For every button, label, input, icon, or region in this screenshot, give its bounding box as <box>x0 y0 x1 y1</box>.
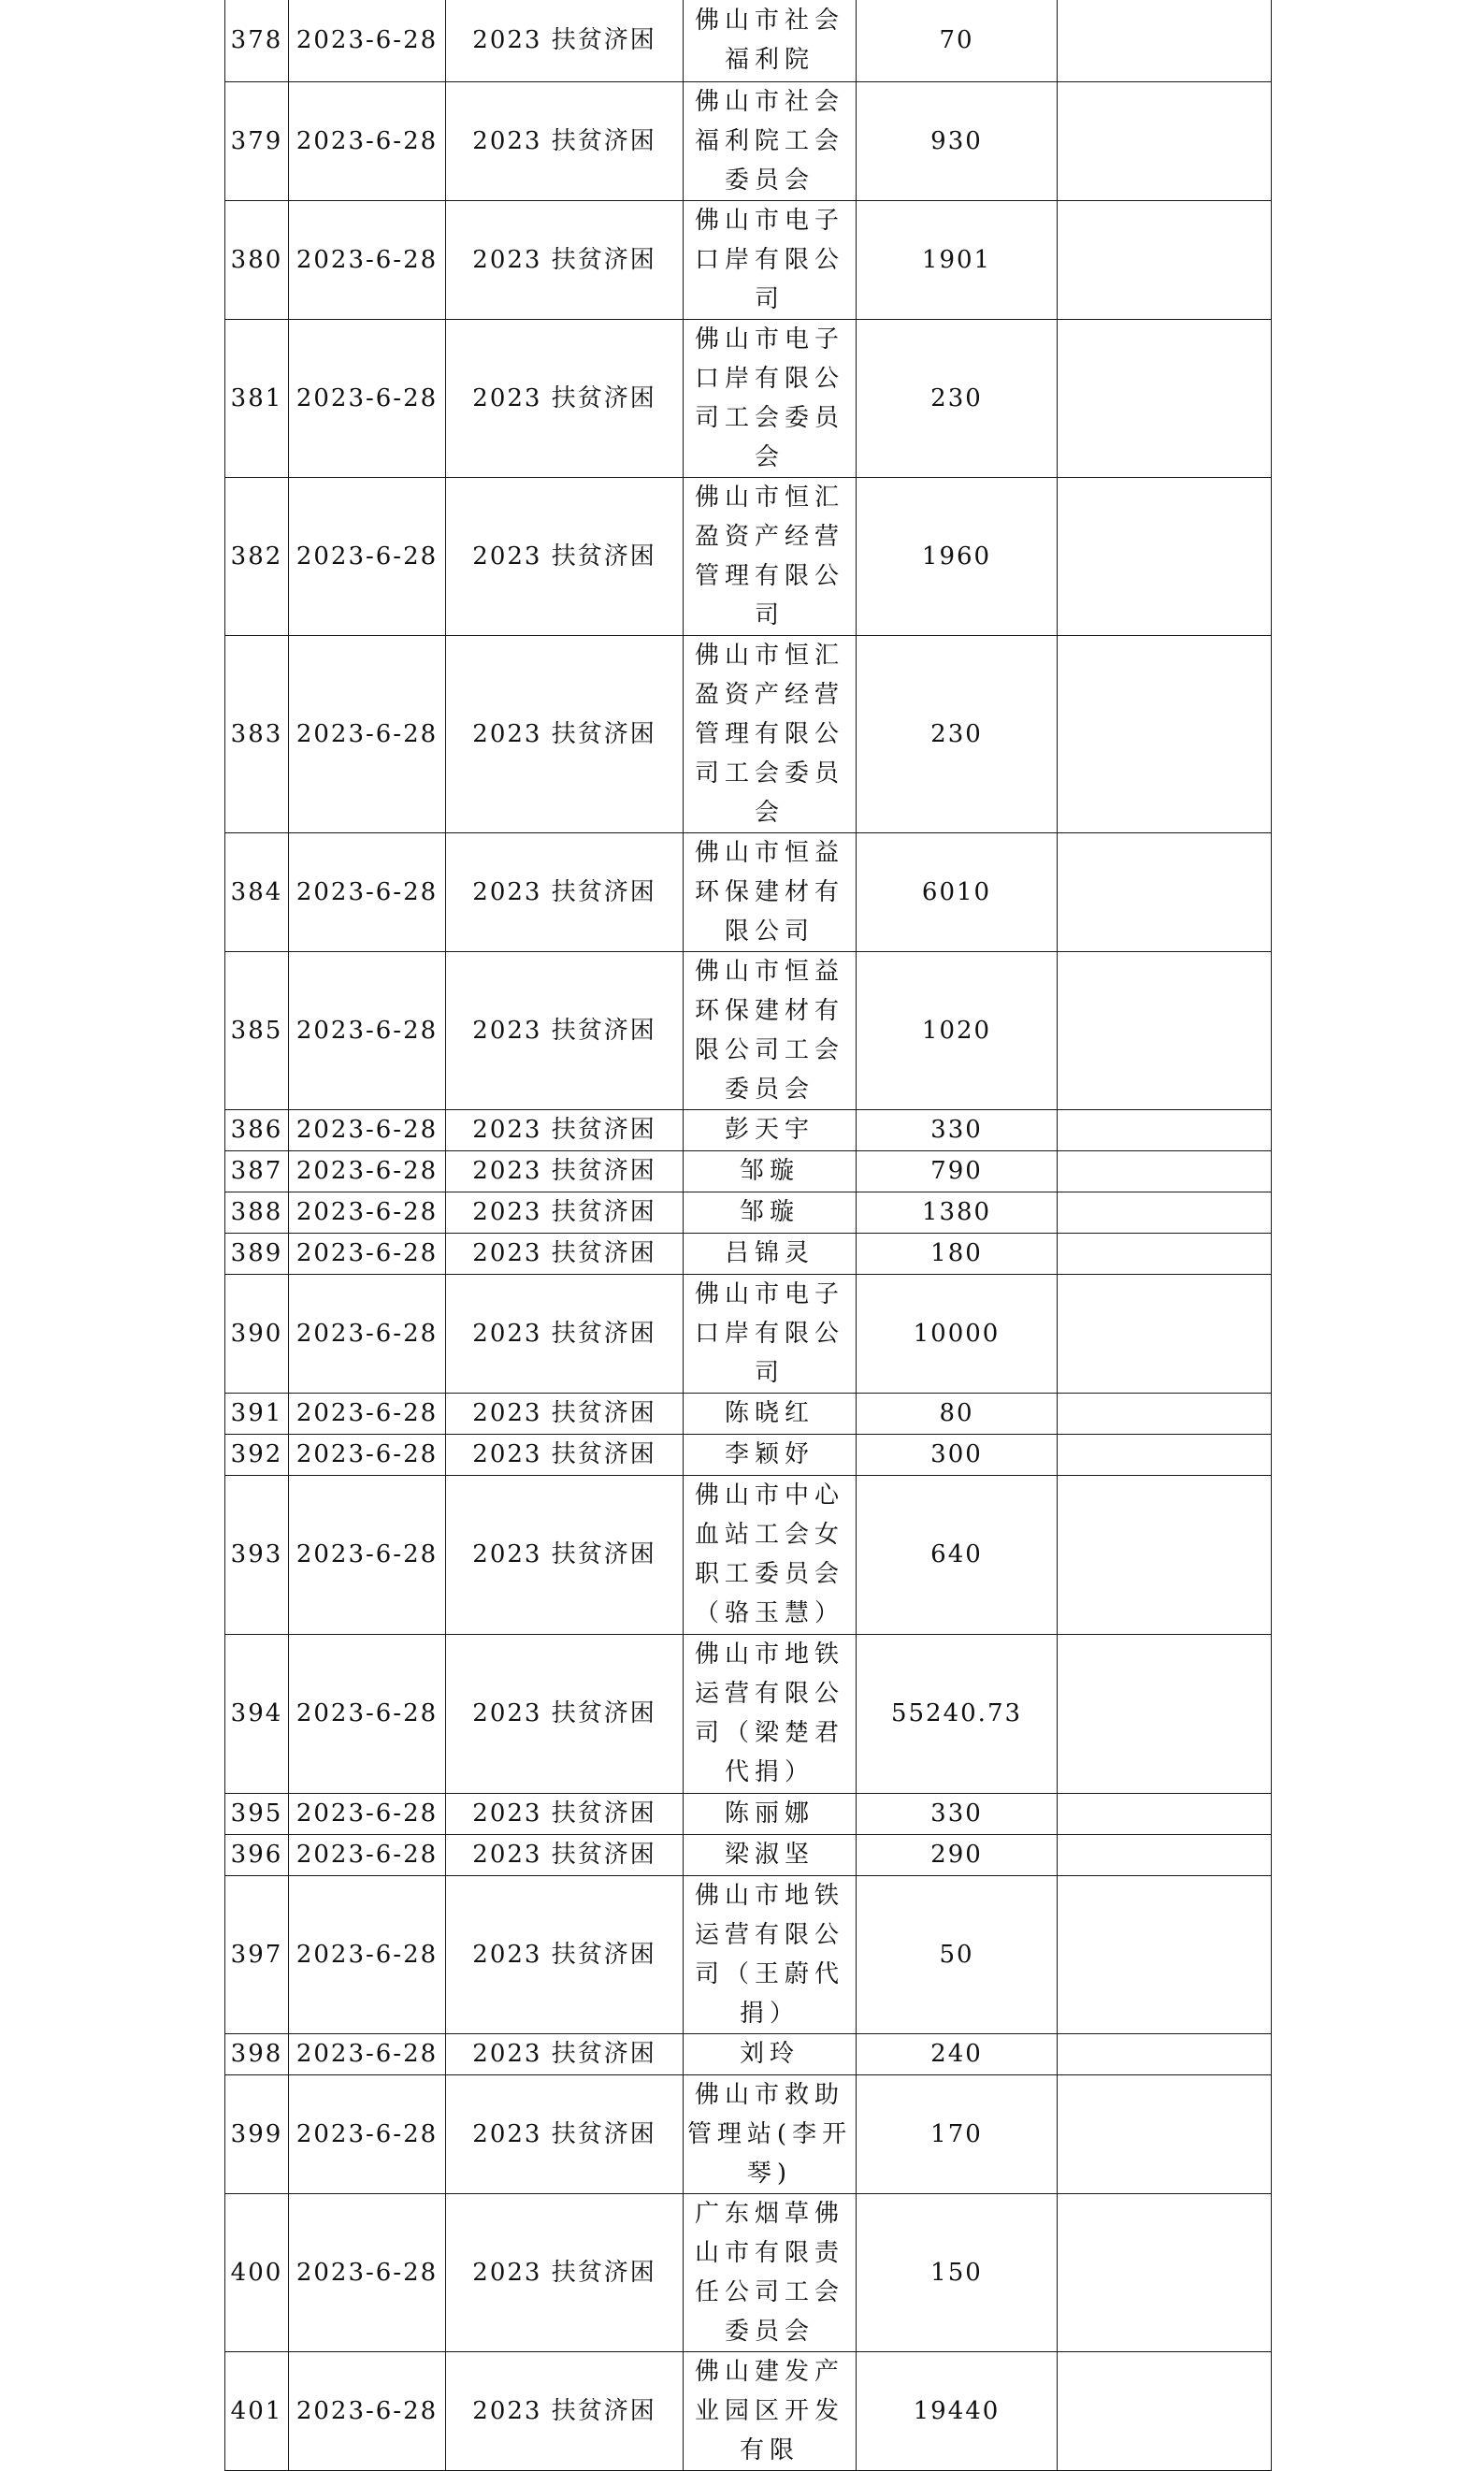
donation-date: 2023-6-28 <box>289 2193 446 2351</box>
remark-cell <box>1058 1150 1272 1192</box>
donor-name: 佛山市地铁运营有限公司（王蔚代捐） <box>684 1875 857 2033</box>
row-number: 388 <box>225 1192 289 1233</box>
project-name: 2023 扶贫济困 <box>446 1834 684 1875</box>
donation-amount: 80 <box>857 1393 1058 1434</box>
project-name: 2023 扶贫济困 <box>446 832 684 951</box>
donation-date: 2023-6-28 <box>289 1150 446 1192</box>
row-number: 392 <box>225 1434 289 1475</box>
table-row <box>225 1192 1272 1233</box>
row-number: 384 <box>225 832 289 951</box>
project-name: 2023 扶贫济困 <box>446 2074 684 2193</box>
donation-date: 2023-6-28 <box>289 2033 446 2074</box>
remark-cell <box>1058 635 1272 832</box>
donor-name: 彭天宇 <box>684 1109 857 1150</box>
donation-date: 2023-6-28 <box>289 635 446 832</box>
project-name: 2023 扶贫济困 <box>446 1475 684 1634</box>
row-number: 386 <box>225 1109 289 1150</box>
donation-date: 2023-6-28 <box>289 1634 446 1793</box>
donation-date: 2023-6-28 <box>289 1109 446 1150</box>
donation-amount: 1960 <box>857 477 1058 635</box>
donation-amount: 70 <box>857 0 1058 81</box>
remark-cell <box>1058 1274 1272 1393</box>
donation-amount: 300 <box>857 1434 1058 1475</box>
donation-amount: 1901 <box>857 200 1058 319</box>
donation-date: 2023-6-28 <box>289 1475 446 1634</box>
donation-table <box>224 0 1272 2471</box>
remark-cell <box>1058 200 1272 319</box>
row-number: 393 <box>225 1475 289 1634</box>
donation-date: 2023-6-28 <box>289 1875 446 2033</box>
row-number: 382 <box>225 477 289 635</box>
table-row <box>225 1875 1272 2033</box>
donation-date: 2023-6-28 <box>289 1434 446 1475</box>
donor-name: 佛山市电子口岸有限公司 <box>684 1274 857 1393</box>
donor-name: 吕锦灵 <box>684 1233 857 1274</box>
remark-cell <box>1058 477 1272 635</box>
table-row <box>225 1434 1272 1475</box>
donation-amount: 55240.73 <box>857 1634 1058 1793</box>
donation-date: 2023-6-28 <box>289 81 446 200</box>
project-name: 2023 扶贫济困 <box>446 477 684 635</box>
donation-date: 2023-6-28 <box>289 832 446 951</box>
project-name: 2023 扶贫济困 <box>446 319 684 477</box>
donation-amount: 640 <box>857 1475 1058 1634</box>
remark-cell <box>1058 1834 1272 1875</box>
document-page <box>224 0 1271 2471</box>
row-number: 391 <box>225 1393 289 1434</box>
remark-cell <box>1058 951 1272 1109</box>
donation-date: 2023-6-28 <box>289 0 446 81</box>
donation-date: 2023-6-28 <box>289 2351 446 2470</box>
donor-name: 陈丽娜 <box>684 1793 857 1834</box>
remark-cell <box>1058 2074 1272 2193</box>
remark-cell <box>1058 2351 1272 2470</box>
donor-name: 佛山市恒益环保建材有限公司工会委员会 <box>684 951 857 1109</box>
donation-date: 2023-6-28 <box>289 951 446 1109</box>
donor-name: 佛山市恒汇盈资产经营管理有限公司 <box>684 477 857 635</box>
table-row <box>225 2074 1272 2193</box>
table-row <box>225 1233 1272 1274</box>
donation-amount: 150 <box>857 2193 1058 2351</box>
donor-name: 邹璇 <box>684 1150 857 1192</box>
table-row <box>225 1634 1272 1793</box>
project-name: 2023 扶贫济困 <box>446 2033 684 2074</box>
donation-date: 2023-6-28 <box>289 1274 446 1393</box>
donor-name: 佛山市恒汇盈资产经营管理有限公司工会委员会 <box>684 635 857 832</box>
donation-date: 2023-6-28 <box>289 200 446 319</box>
table-row <box>225 477 1272 635</box>
remark-cell <box>1058 319 1272 477</box>
table-row <box>225 200 1272 319</box>
table-row <box>225 1393 1272 1434</box>
donor-name: 佛山市电子口岸有限公司 <box>684 200 857 319</box>
row-number: 378 <box>225 0 289 81</box>
row-number: 394 <box>225 1634 289 1793</box>
table-row <box>225 2193 1272 2351</box>
remark-cell <box>1058 1233 1272 1274</box>
project-name: 2023 扶贫济困 <box>446 2351 684 2470</box>
remark-cell <box>1058 1634 1272 1793</box>
row-number: 385 <box>225 951 289 1109</box>
project-name: 2023 扶贫济困 <box>446 1634 684 1793</box>
donation-amount: 50 <box>857 1875 1058 2033</box>
row-number: 390 <box>225 1274 289 1393</box>
project-name: 2023 扶贫济困 <box>446 200 684 319</box>
remark-cell <box>1058 0 1272 81</box>
table-row <box>225 319 1272 477</box>
donation-amount: 10000 <box>857 1274 1058 1393</box>
donation-amount: 230 <box>857 319 1058 477</box>
row-number: 399 <box>225 2074 289 2193</box>
donor-name: 佛山市社会福利院工会委员会 <box>684 81 857 200</box>
project-name: 2023 扶贫济困 <box>446 951 684 1109</box>
donor-name: 广东烟草佛山市有限责任公司工会委员会 <box>684 2193 857 2351</box>
project-name: 2023 扶贫济困 <box>446 1434 684 1475</box>
table-row <box>225 0 1272 81</box>
remark-cell <box>1058 2193 1272 2351</box>
row-number: 389 <box>225 1233 289 1274</box>
donation-date: 2023-6-28 <box>289 1793 446 1834</box>
donor-name: 佛山市中心血站工会女职工委员会（骆玉慧） <box>684 1475 857 1634</box>
table-row <box>225 1150 1272 1192</box>
donation-amount: 330 <box>857 1793 1058 1834</box>
table-row <box>225 1834 1272 1875</box>
remark-cell <box>1058 1475 1272 1634</box>
donor-name: 陈晓红 <box>684 1393 857 1434</box>
donation-date: 2023-6-28 <box>289 1192 446 1233</box>
remark-cell <box>1058 81 1272 200</box>
row-number: 396 <box>225 1834 289 1875</box>
table-row <box>225 1475 1272 1634</box>
table-row <box>225 832 1272 951</box>
remark-cell <box>1058 1434 1272 1475</box>
project-name: 2023 扶贫济困 <box>446 1150 684 1192</box>
donation-amount: 19440 <box>857 2351 1058 2470</box>
donation-date: 2023-6-28 <box>289 2074 446 2193</box>
donation-amount: 240 <box>857 2033 1058 2074</box>
donation-date: 2023-6-28 <box>289 1233 446 1274</box>
row-number: 380 <box>225 200 289 319</box>
donation-amount: 330 <box>857 1109 1058 1150</box>
donation-amount: 930 <box>857 81 1058 200</box>
donor-name: 佛山建发产业园区开发有限 <box>684 2351 857 2470</box>
donor-name: 刘玲 <box>684 2033 857 2074</box>
donation-date: 2023-6-28 <box>289 319 446 477</box>
row-number: 383 <box>225 635 289 832</box>
project-name: 2023 扶贫济困 <box>446 1192 684 1233</box>
row-number: 387 <box>225 1150 289 1192</box>
table-row <box>225 2033 1272 2074</box>
donation-date: 2023-6-28 <box>289 1834 446 1875</box>
project-name: 2023 扶贫济困 <box>446 635 684 832</box>
donation-amount: 170 <box>857 2074 1058 2193</box>
table-row <box>225 635 1272 832</box>
project-name: 2023 扶贫济困 <box>446 1274 684 1393</box>
donation-amount: 6010 <box>857 832 1058 951</box>
project-name: 2023 扶贫济困 <box>446 1109 684 1150</box>
donor-name: 佛山市救助管理站(李开琴) <box>684 2074 857 2193</box>
donor-name: 佛山市恒益环保建材有限公司 <box>684 832 857 951</box>
row-number: 397 <box>225 1875 289 2033</box>
row-number: 379 <box>225 81 289 200</box>
donor-name: 佛山市地铁运营有限公司（梁楚君代捐） <box>684 1634 857 1793</box>
table-row <box>225 1274 1272 1393</box>
remark-cell <box>1058 1192 1272 1233</box>
donation-amount: 1380 <box>857 1192 1058 1233</box>
table-row <box>225 1109 1272 1150</box>
donor-name: 梁淑坚 <box>684 1834 857 1875</box>
donor-name: 佛山市社会福利院 <box>684 0 857 81</box>
remark-cell <box>1058 1793 1272 1834</box>
remark-cell <box>1058 1875 1272 2033</box>
project-name: 2023 扶贫济困 <box>446 1233 684 1274</box>
donor-name: 邹璇 <box>684 1192 857 1233</box>
donation-date: 2023-6-28 <box>289 1393 446 1434</box>
donation-amount: 290 <box>857 1834 1058 1875</box>
table-row <box>225 951 1272 1109</box>
project-name: 2023 扶贫济困 <box>446 2193 684 2351</box>
table-row <box>225 81 1272 200</box>
donation-amount: 1020 <box>857 951 1058 1109</box>
project-name: 2023 扶贫济困 <box>446 1393 684 1434</box>
remark-cell <box>1058 1393 1272 1434</box>
row-number: 398 <box>225 2033 289 2074</box>
donation-amount: 790 <box>857 1150 1058 1192</box>
project-name: 2023 扶贫济困 <box>446 81 684 200</box>
donation-date: 2023-6-28 <box>289 477 446 635</box>
row-number: 401 <box>225 2351 289 2470</box>
remark-cell <box>1058 2033 1272 2074</box>
row-number: 395 <box>225 1793 289 1834</box>
project-name: 2023 扶贫济困 <box>446 1875 684 2033</box>
row-number: 381 <box>225 319 289 477</box>
project-name: 2023 扶贫济困 <box>446 1793 684 1834</box>
remark-cell <box>1058 832 1272 951</box>
table-row <box>225 2351 1272 2470</box>
project-name: 2023 扶贫济困 <box>446 0 684 81</box>
donation-amount: 180 <box>857 1233 1058 1274</box>
donation-amount: 230 <box>857 635 1058 832</box>
remark-cell <box>1058 1109 1272 1150</box>
row-number: 400 <box>225 2193 289 2351</box>
table-row <box>225 1793 1272 1834</box>
donor-name: 李颖妤 <box>684 1434 857 1475</box>
donor-name: 佛山市电子口岸有限公司工会委员会 <box>684 319 857 477</box>
